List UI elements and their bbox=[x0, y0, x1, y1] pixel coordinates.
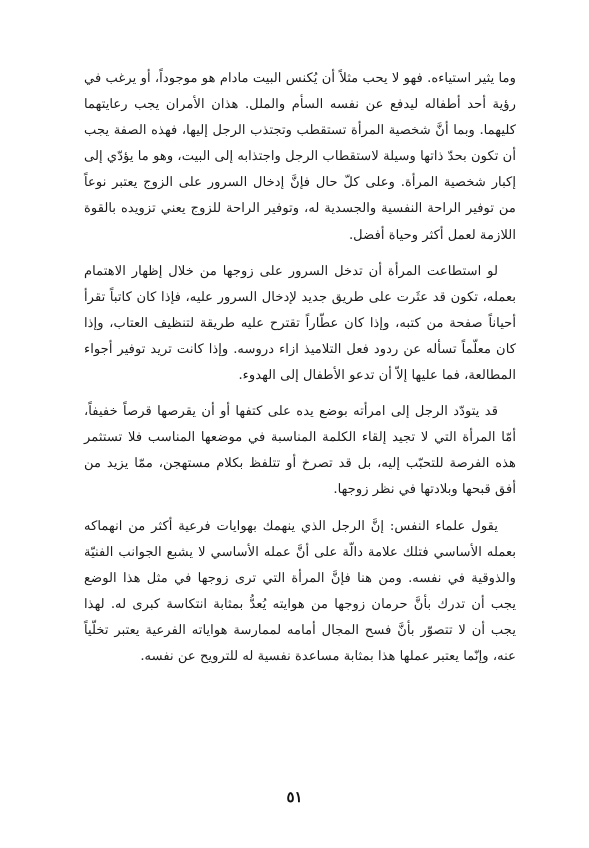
paragraph-4: يقول علماء النفس: إنَّ الرجل الذي ينهمك بهوايات فرعية أكثر من انهماكه بعمله الأساسي فتلك علامة دالّة على أنَّ عمله الأساسي لا يشبع الجوانب الفنيّة والذوقية في نفسه. ومن هنا فإنَّ المرأة التي ترى زوجها في مثل هذا الوضع يجب أن تدرك بأنَّ حرمان زوجها من هوايته يُعدُّ بمثابة انتكاسة كبرى له. لهذا يجب أن لا تتصوّر بأنَّ فسح المجال أمامه لممارسة هواياته الفرعية يعتبر تخلّياً عنه، وإنّما يعتبر عملها هذا بمثابة مساعدة نفسية له للترويح عن نفسه. bbox=[84, 518, 516, 664]
body-text bbox=[84, 66, 516, 680]
paragraph-2: لو استطاعت المرأة أن تدخل السرور على زوجها من خلال إظهار الاهتمام بعمله، تكون قد عثَرت على طريق جديد لإدخال السرور عليه، فإذا كان كاتباً تقرأ أحياناً صفحة من كتبه، وإذا كان عطّاراً تقترح عليه طريقة لتنظيف العتاب، وإذا كان معلّماً تسأله عن ردود فعل التلاميذ ازاء دروسه. وإذا كانت تريد توفير أجواء المطالعة، فما عليها إلاّ أن تدعو الأطفال إلى الهدوء. bbox=[84, 263, 516, 384]
paragraph-3: قد يتودّد الرجل إلى امرأته بوضع يده على كتفها أو أن يقرصها قرصاً خفيفاً، أمّا المرأة التي لا تجيد إلقاء الكلمة المناسبة في موضعها المناسب فلا تستثمر هذه الفرصة للتحبّب إليه، بل قد تصرخ أو تتلفظ بكلام مستهجن، ممّا يزيد من أفق قبحها وبلادتها في نظر زوجها. bbox=[84, 404, 516, 498]
page-number: ٥١ bbox=[286, 788, 303, 806]
paragraph-1: وما يثير استياءه. فهو لا يحب مثلاً أن يُكنس البيت مادام هو موجوداً، أو يرغب في رؤية أحد أطفاله ليدفع عن نفسه السأم والملل. هذان الأمران يجب رعايتهما كليهما. وبما أنَّ شخصية المرأة تستقطب وتجتذب الرجل إليها، فهذه الصفة يجب أن تكون بحدّ ذاتها وسيلة لاستقطاب الرجل واجتذابه إلى البيت، وهو ما يؤدّي إلى إكبار شخصية المرأة. وعلى كلّ حال فإنَّ إدخال السرور على الزوج يعتبر نوعاً من توفير الراحة النفسية والجسدية له، وتوفير الراحة للزوج يعني تزويده بالقوة اللازمة لعمل أكثر وحياة أفضل. bbox=[84, 71, 516, 243]
